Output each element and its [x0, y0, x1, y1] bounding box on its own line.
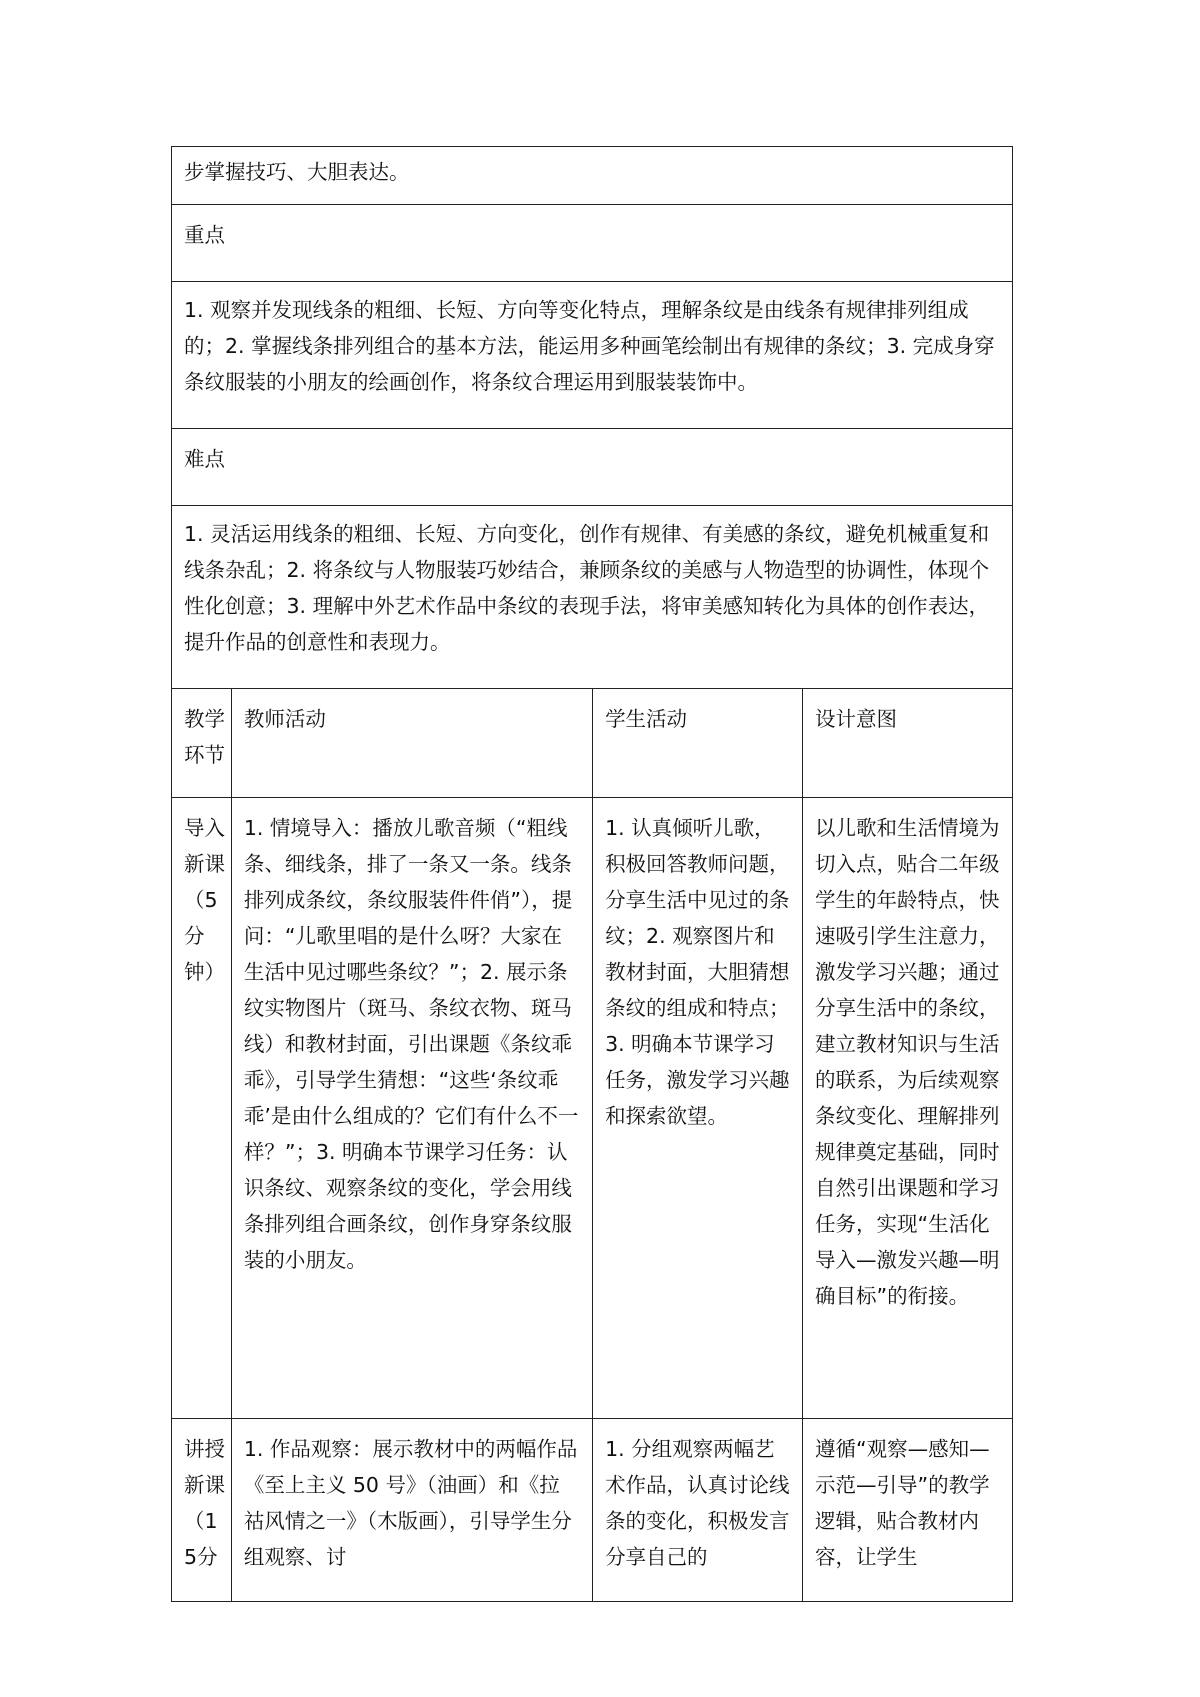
- header-stage: 教学环节: [172, 689, 232, 798]
- student-activity-cell: 1. 分组观察两幅艺术作品，认真讨论线条的变化，积极发言分享自己的: [593, 1419, 803, 1602]
- difficult-points-text-row: [172, 506, 1013, 689]
- table-header-row: [172, 689, 1013, 798]
- table-row: [172, 1419, 1013, 1602]
- header-teacher-activity: 教师活动: [231, 689, 592, 798]
- difficult-points-label: 难点: [172, 429, 1013, 506]
- header-design-intent: 设计意图: [803, 689, 1013, 798]
- design-intent-cell: 以儿歌和生活情境为切入点，贴合二年级学生的年龄特点，快速吸引学生注意力，激发学习兴趣；通过分享生活中的条纹，建立教材知识与生活的联系，为后续观察条纹变化、理解排列规律奠定基础，同时自然引出课题和学习任务，实现“生活化导入—激发兴趣—明确目标”的衔接。: [803, 798, 1013, 1419]
- header-student-activity: 学生活动: [593, 689, 803, 798]
- difficult-points-text: 1. 灵活运用线条的粗细、长短、方向变化，创作有规律、有美感的条纹，避免机械重复和线条杂乱；2. 将条纹与人物服装巧妙结合，兼顾条纹的美感与人物造型的协调性，体现个性化创意；3. 理解中外艺术作品中条纹的表现手法，将审美感知转化为具体的创作表达，提升作品的创意性和表现力。: [172, 506, 1013, 689]
- key-points-label: 重点: [172, 205, 1013, 282]
- intro-continuation-row: [172, 147, 1013, 205]
- teacher-activity-cell: 1. 作品观察：展示教材中的两幅作品《至上主义 50 号》（油画）和《拉祜风情之一》（木版画），引导学生分组观察、讨: [231, 1419, 592, 1602]
- key-points-label-row: [172, 205, 1013, 282]
- lesson-plan-table: [171, 146, 1013, 1602]
- teacher-activity-cell: 1. 情境导入：播放儿歌音频（“粗线条、细线条，排了一条又一条。线条排列成条纹，条纹服装件件俏”），提问：“儿歌里唱的是什么呀？大家在生活中见过哪些条纹？”；2. 展示条纹实物图片（斑马、条纹衣物、斑马线）和教材封面，引出课题《条纹乖乖》，引导学生猜想：“这些‘条纹乖乖’是由什么组成的？它们有什么不一样？”；3. 明确本节课学习任务：认识条纹、观察条纹的变化，学会用线条排列组合画条纹，创作身穿条纹服装的小朋友。: [231, 798, 592, 1419]
- student-activity-cell: 1. 认真倾听儿歌，积极回答教师问题，分享生活中见过的条纹；2. 观察图片和教材封面，大胆猜想条纹的组成和特点；3. 明确本节课学习任务，激发学习兴趣和探索欲望。: [593, 798, 803, 1419]
- key-points-text: 1. 观察并发现线条的粗细、长短、方向等变化特点，理解条纹是由线条有规律排列组成的；2. 掌握线条排列组合的基本方法，能运用多种画笔绘制出有规律的条纹；3. 完成身穿条纹服装的小朋友的绘画创作，将条纹合理运用到服装装饰中。: [172, 282, 1013, 429]
- stage-cell: 讲授新课（15分: [172, 1419, 232, 1602]
- stage-cell: 导入新课（5分钟）: [172, 798, 232, 1419]
- intro-continuation-cell: 步掌握技巧、大胆表达。: [172, 147, 1013, 205]
- key-points-text-row: [172, 282, 1013, 429]
- table-row: [172, 798, 1013, 1419]
- difficult-points-label-row: [172, 429, 1013, 506]
- design-intent-cell: 遵循“观察—感知—示范—引导”的教学逻辑，贴合教材内容，让学生: [803, 1419, 1013, 1602]
